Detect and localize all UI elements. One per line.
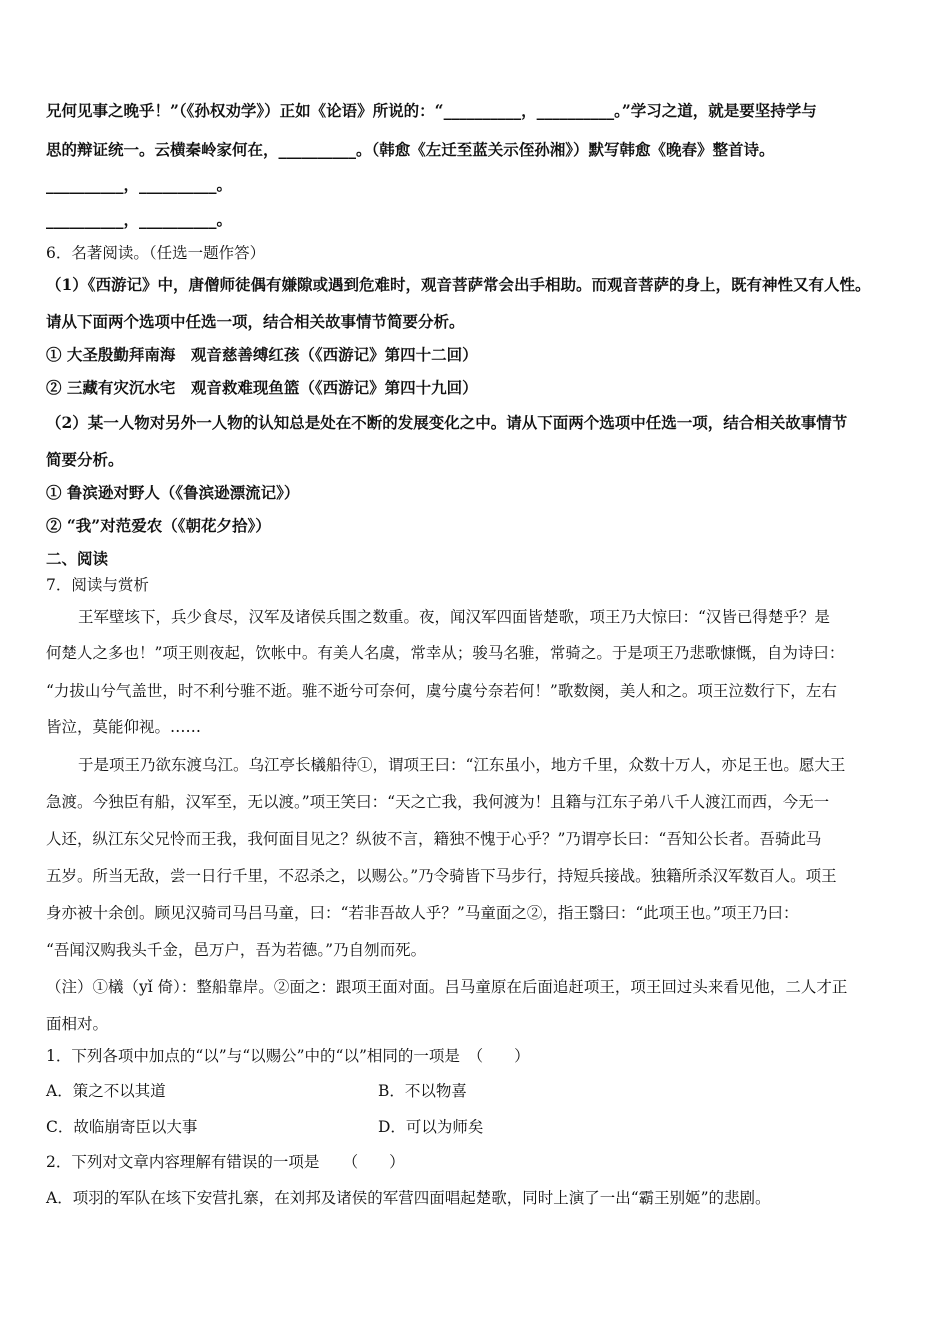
question-2-option-a: A．项羽的军队在垓下安营扎寨，在刘邦及诸侯的军营四面唱起楚歌，同时上演了一出“霸王别姬”的悲剧。 xyxy=(46,1189,771,1207)
q6-part2-option2: ② “我”对范爱农（《朝花夕拾》） xyxy=(46,516,271,535)
passage-p2-line6: “吾闻汉购我头千金，邑万户，吾为若德。”乃自刎而死。 xyxy=(46,941,427,959)
question-1-option-d: D．可以为师矣 xyxy=(378,1118,484,1136)
passage-p1-line3: “力拔山兮气盖世，时不利兮骓不逝。骓不逝兮可奈何，虞兮虞兮奈若何！”歌数阕，美人和之。项王泣数行下，左右 xyxy=(46,682,837,700)
passage-p2-line2: 急渡。今独臣有船，汉军至，无以渡。”项王笑曰：“天之亡我，我何渡为！且籍与江东子弟八千人渡江而西，今无一 xyxy=(46,793,830,811)
q6-part1-line1: （1）《西游记》中，唐僧师徒偶有嫌隙或遇到危难时，观音菩萨常会出手相助。而观音菩萨的身上，既有神性又有人性。 xyxy=(46,275,871,294)
passage-note-line1: （注）①檥（yǐ 倚）：整船靠岸。②面之：跟项王面对面。吕马童原在后面追赶项王，项王回过头来看见他，二人才正 xyxy=(46,978,848,996)
q6-part1-line2: 请从下面两个选项中任选一项，结合相关故事情节简要分析。 xyxy=(46,312,465,331)
fill-in-line-1: 兄何见事之晚乎！”（《孙权劝学》）正如《论语》所说的：“__________，__________。”学习之道，就是要坚持学与 xyxy=(46,101,817,120)
q6-title: 6．名著阅读。（任选一题作答） xyxy=(46,244,266,262)
question-1-option-a: A．策之不以其道 xyxy=(46,1082,166,1100)
passage-p1-line1: 王军壁垓下，兵少食尽，汉军及诸侯兵围之数重。夜，闻汉军四面皆楚歌，项王乃大惊曰：“汉皆已得楚乎？是 xyxy=(78,608,830,626)
fill-in-line-4: __________，__________。 xyxy=(46,210,233,229)
q6-part2-line1: （2）某一人物对另外一人物的认知总是处在不断的发展变化之中。请从下面两个选项中任选一项，结合相关故事情节 xyxy=(46,413,848,432)
section-heading-reading: 二、阅读 xyxy=(46,549,109,568)
q7-title: 7．阅读与赏析 xyxy=(46,576,149,594)
passage-note-line2: 面相对。 xyxy=(46,1015,109,1033)
passage-p2-line1: 于是项王乃欲东渡乌江。乌江亭长檥船待①，谓项王曰：“江东虽小，地方千里，众数十万人，亦足王也。愿大王 xyxy=(78,756,846,774)
passage-p2-line3: 人还，纵江东父兄怜而王我，我何面目见之？纵彼不言，籍独不愧于心乎？”乃谓亭长曰：“吾知公长者。吾骑此马 xyxy=(46,830,822,848)
q6-part2-option1: ① 鲁滨逊对野人（《鲁滨逊漂流记》） xyxy=(46,483,300,502)
question-1-stem: 1．下列各项中加点的“以”与“以赐公”中的“以”相同的一项是 （ ） xyxy=(46,1047,530,1065)
q6-part1-option1: ① 大圣殷勤拜南海 观音慈善缚红孩（《西游记》第四十二回） xyxy=(46,345,478,364)
passage-p2-line4: 五岁。所当无敌，尝一日行千里，不忍杀之，以赐公。”乃令骑皆下马步行，持短兵接战。独籍所杀汉军数百人。项王 xyxy=(46,867,837,885)
q6-part1-option2: ② 三藏有灾沉水宅 观音救难现鱼篮（《西游记》第四十九回） xyxy=(46,378,478,397)
fill-in-line-2: 思的辩证统一。云横秦岭家何在，__________。（韩愈《左迁至蓝关示侄孙湘》）默写韩愈《晚春》整首诗。 xyxy=(46,140,775,159)
passage-p1-line2: 何楚人之多也！”项王则夜起，饮帐中。有美人名虞，常幸从；骏马名骓，常骑之。于是项王乃悲歌慷慨，自为诗曰： xyxy=(46,644,845,662)
q6-part2-line2: 简要分析。 xyxy=(46,450,124,469)
fill-in-line-3: __________，__________。 xyxy=(46,175,233,194)
passage-p1-line4: 皆泣，莫能仰视。…… xyxy=(46,718,202,736)
question-2-stem: 2．下列对文章内容理解有错误的一项是 （ ） xyxy=(46,1153,405,1171)
passage-p2-line5: 身亦被十余创。顾见汉骑司马吕马童，曰：“若非吾故人乎？”马童面之②，指王翳曰：“此项王也。”项王乃曰： xyxy=(46,904,799,922)
question-1-option-c: C．故临崩寄臣以大事 xyxy=(46,1118,198,1136)
question-1-option-b: B．不以物喜 xyxy=(378,1082,467,1100)
